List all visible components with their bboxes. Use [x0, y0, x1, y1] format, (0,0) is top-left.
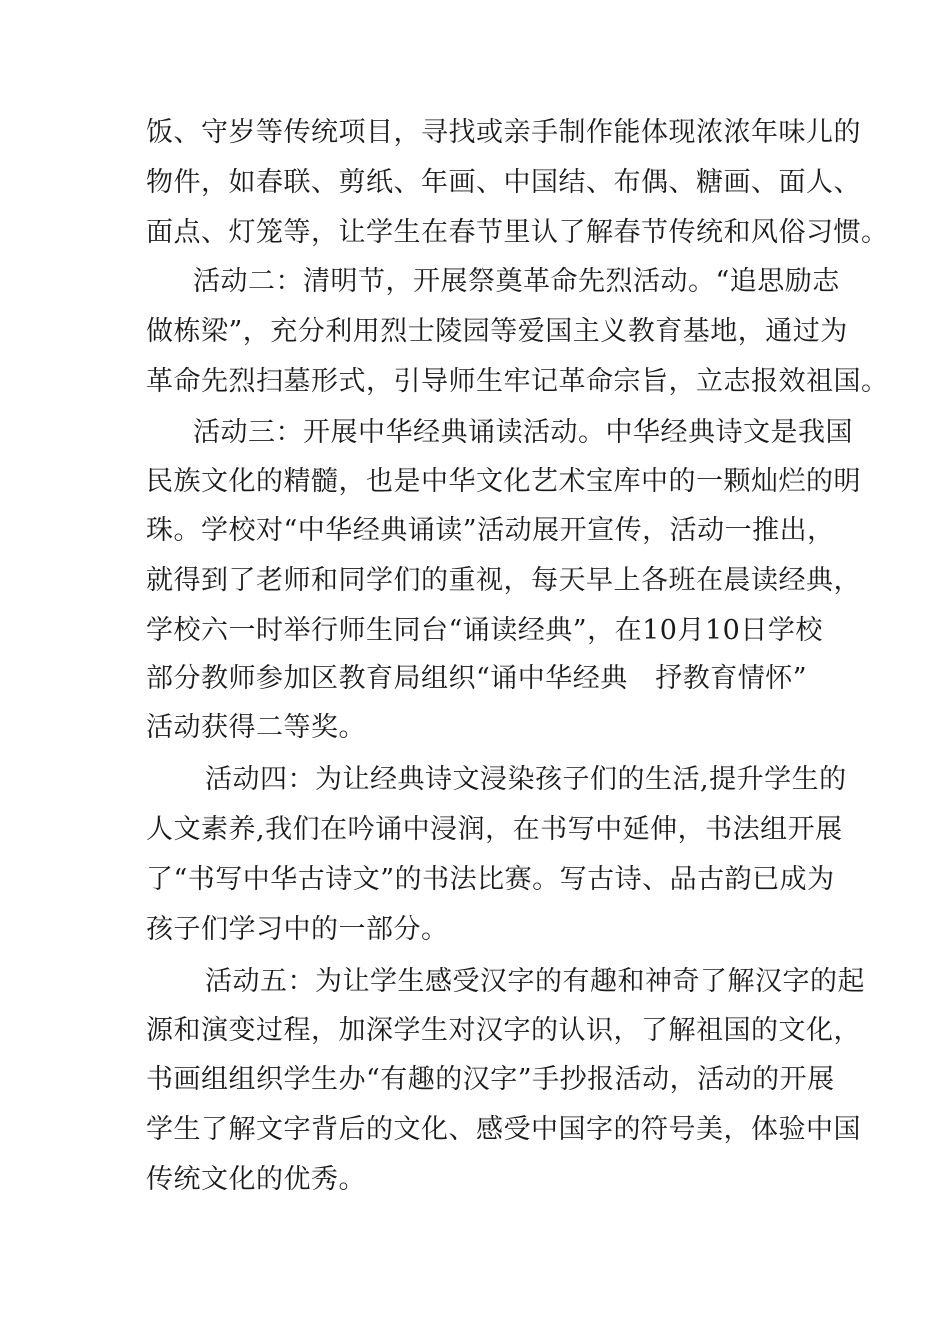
text-line: 了“书写中华古诗文”的书法比赛。写古诗、品古韵已成为: [146, 864, 835, 895]
text-line: 物件，如春联、剪纸、年画、中国结、布偶、糖画、面人、: [146, 167, 861, 198]
text-line: 民族文化的精髓，也是中华文化艺术宝库中的一颗灿烂的明: [146, 466, 861, 497]
text-line: 活动获得二等奖。: [146, 712, 366, 743]
text-line: 做栋梁”，充分利用烈士陵园等爱国主义教育基地，通过为: [146, 316, 848, 347]
text-line: 珠。学校对“中华经典诵读”活动展开宣传，活动一推出，: [146, 515, 835, 546]
paragraph-start-line: 活动二：清明节，开展祭奠革命先烈活动。“追思励志: [193, 266, 840, 297]
text-line: 面点、灯笼等，让学生在春节里认了解春节传统和风俗习惯。: [146, 217, 889, 248]
text-line: 学校六一时举行师生同台“诵读经典”，在10月10日学校: [146, 615, 823, 646]
text-line: 革命先烈扫墓形式，引导师生牢记革命宗旨，立志报效祖国。: [146, 366, 889, 397]
text-line: 就得到了老师和同学们的重视，每天早上各班在晨读经典，: [146, 565, 861, 596]
paragraph-start-line: 活动五：为让学生感受汉字的有趣和神奇了解汉字的起: [205, 966, 865, 997]
text-line: 学生了解文字背后的文化、感受中国字的符号美，体验中国: [146, 1114, 861, 1145]
paragraph-start-line: 活动三：开展中华经典诵读活动。中华经典诗文是我国: [193, 417, 853, 448]
text-line: 孩子们学习中的一部分。: [146, 914, 449, 945]
text-line: 源和演变过程，加深学生对汉字的认识，了解祖国的文化，: [146, 1015, 861, 1046]
text-line: 部分教师参加区教育局组织“诵中华经典 抒教育情怀”: [146, 663, 808, 694]
text-line: 人文素养,我们在吟诵中浸润，在书写中延伸，书法组开展: [146, 814, 843, 845]
text-line: 书画组组织学生办“有趣的汉字”手抄报活动，活动的开展: [146, 1064, 835, 1095]
text-line: 传统文化的优秀。: [146, 1164, 366, 1195]
text-line: 饭、守岁等传统项目，寻找或亲手制作能体现浓浓年味儿的: [146, 117, 861, 148]
paragraph-start-line: 活动四：为让经典诗文浸染孩子们的生活,提升学生的: [205, 764, 847, 795]
